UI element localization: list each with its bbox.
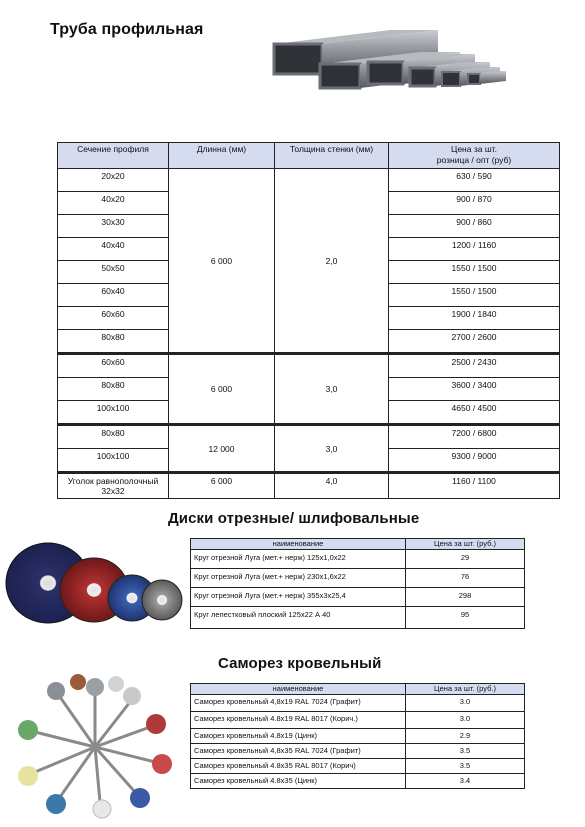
cell-name: Саморез кровельный 4,8x19 RAL 7024 (Графит) (191, 695, 406, 712)
disks-price-table (190, 538, 525, 629)
cell-price: 95 (406, 607, 525, 629)
table-row (191, 588, 525, 607)
table-row (58, 354, 560, 378)
cell-thickness: 4,0 (275, 473, 389, 499)
cell-section: 80x80 (58, 425, 169, 449)
table-row (191, 744, 525, 759)
cell-price: 3.4 (406, 774, 525, 789)
cell-name: Круг отрезной Луга (мет.+ нерж) 125x1,0x22 (191, 550, 406, 569)
cell-section: 80x80 (58, 330, 169, 354)
screws-price-table (190, 683, 525, 789)
cell-price: 9300 / 9000 (389, 449, 560, 473)
header-price: Цена за шт. (руб.) (406, 539, 525, 550)
disks-section-title: Диски отрезные/ шлифовальные (168, 510, 420, 527)
cell-section: 40x40 (58, 238, 169, 261)
cell-price: 1900 / 1840 (389, 307, 560, 330)
cell-thickness: 3,0 (275, 425, 389, 473)
cell-length: 6 000 (169, 354, 275, 425)
cell-price: 76 (406, 569, 525, 588)
cell-price: 1550 / 1500 (389, 261, 560, 284)
header-name: наименование (191, 684, 406, 695)
cell-name: Саморез кровельный 4.8x19 RAL 8017 (Корич.) (191, 712, 406, 729)
cell-name: Круг отрезной Луга (мет.+ нерж) 230x1,6x22 (191, 569, 406, 588)
profile-tubes-image (270, 26, 508, 94)
cell-price: 3.5 (406, 759, 525, 774)
cell-thickness: 2,0 (275, 169, 389, 354)
cell-price: 29 (406, 550, 525, 569)
cutting-disks-image (4, 528, 184, 626)
table-row (191, 729, 525, 744)
table-row (191, 695, 525, 712)
cell-price: 298 (406, 588, 525, 607)
cell-name: Саморез кровельный 4.8x35 RAL 8017 (Корич) (191, 759, 406, 774)
cell-section: 40x20 (58, 192, 169, 215)
header-thickness: Толщина стенки (мм) (275, 143, 389, 169)
table-row (191, 550, 525, 569)
cell-name: Круг лепестковый плоский 125x22 А 40 (191, 607, 406, 629)
cell-price: 900 / 860 (389, 215, 560, 238)
cell-price: 1200 / 1160 (389, 238, 560, 261)
cell-price: 4650 / 4500 (389, 401, 560, 425)
cell-section: 80x80 (58, 378, 169, 401)
table-row (191, 607, 525, 629)
header-price (389, 143, 560, 169)
table-row (58, 425, 560, 449)
header-name: наименование (191, 539, 406, 550)
cell-name: Саморез кровельный 4.8x35 (Цинк) (191, 774, 406, 789)
tube-section-title: Труба профильная (50, 21, 204, 38)
cell-section: 50x50 (58, 261, 169, 284)
table-row (191, 774, 525, 789)
cell-length: 6 000 (169, 473, 275, 499)
cell-price: 2.9 (406, 729, 525, 744)
cell-length: 6 000 (169, 169, 275, 354)
cell-price: 3.0 (406, 695, 525, 712)
cell-name: Саморез кровельный 4,8x35 RAL 7024 (Графит) (191, 744, 406, 759)
cell-section: 100x100 (58, 401, 169, 425)
cell-price: 630 / 590 (389, 169, 560, 192)
cell-section: 100x100 (58, 449, 169, 473)
cell-price: 3600 / 3400 (389, 378, 560, 401)
table-row (191, 569, 525, 588)
cell-price: 1550 / 1500 (389, 284, 560, 307)
roofing-screws-image (10, 672, 180, 822)
cell-section: 30x30 (58, 215, 169, 238)
cell-thickness: 3,0 (275, 354, 389, 425)
cell-price: 3.0 (406, 712, 525, 729)
cell-price: 3.5 (406, 744, 525, 759)
table-row (191, 712, 525, 729)
table-header-row (191, 539, 525, 550)
screws-section-title: Саморез кровельный (218, 655, 382, 672)
cell-price: 7200 / 6800 (389, 425, 560, 449)
cell-price: 2700 / 2600 (389, 330, 560, 354)
table-row (191, 759, 525, 774)
tube-price-table (57, 142, 560, 499)
cell-section: 20x20 (58, 169, 169, 192)
header-price: Цена за шт. (руб.) (406, 684, 525, 695)
table-header-row (58, 143, 560, 169)
cell-length: 12 000 (169, 425, 275, 473)
header-price-line2: розница / опт (руб) (436, 155, 512, 165)
cell-section: 60x40 (58, 284, 169, 307)
table-row (58, 473, 560, 499)
table-header-row (191, 684, 525, 695)
cell-name: Круг отрезной Луга (мет.+ нерж) 355x3x25,4 (191, 588, 406, 607)
cell-section: Уголок равнополочный 32x32 (58, 473, 169, 499)
cell-section: 60x60 (58, 354, 169, 378)
header-price-line1: Цена за шт. (451, 144, 497, 154)
cell-price: 900 / 870 (389, 192, 560, 215)
cell-price: 2500 / 2430 (389, 354, 560, 378)
cell-section: 60x60 (58, 307, 169, 330)
cell-name: Саморез кровельный 4.8x19 (Цинк) (191, 729, 406, 744)
header-section: Сечение профиля (58, 143, 169, 169)
table-row (58, 169, 560, 192)
cell-price: 1160 / 1100 (389, 473, 560, 499)
header-length: Длинна (мм) (169, 143, 275, 169)
